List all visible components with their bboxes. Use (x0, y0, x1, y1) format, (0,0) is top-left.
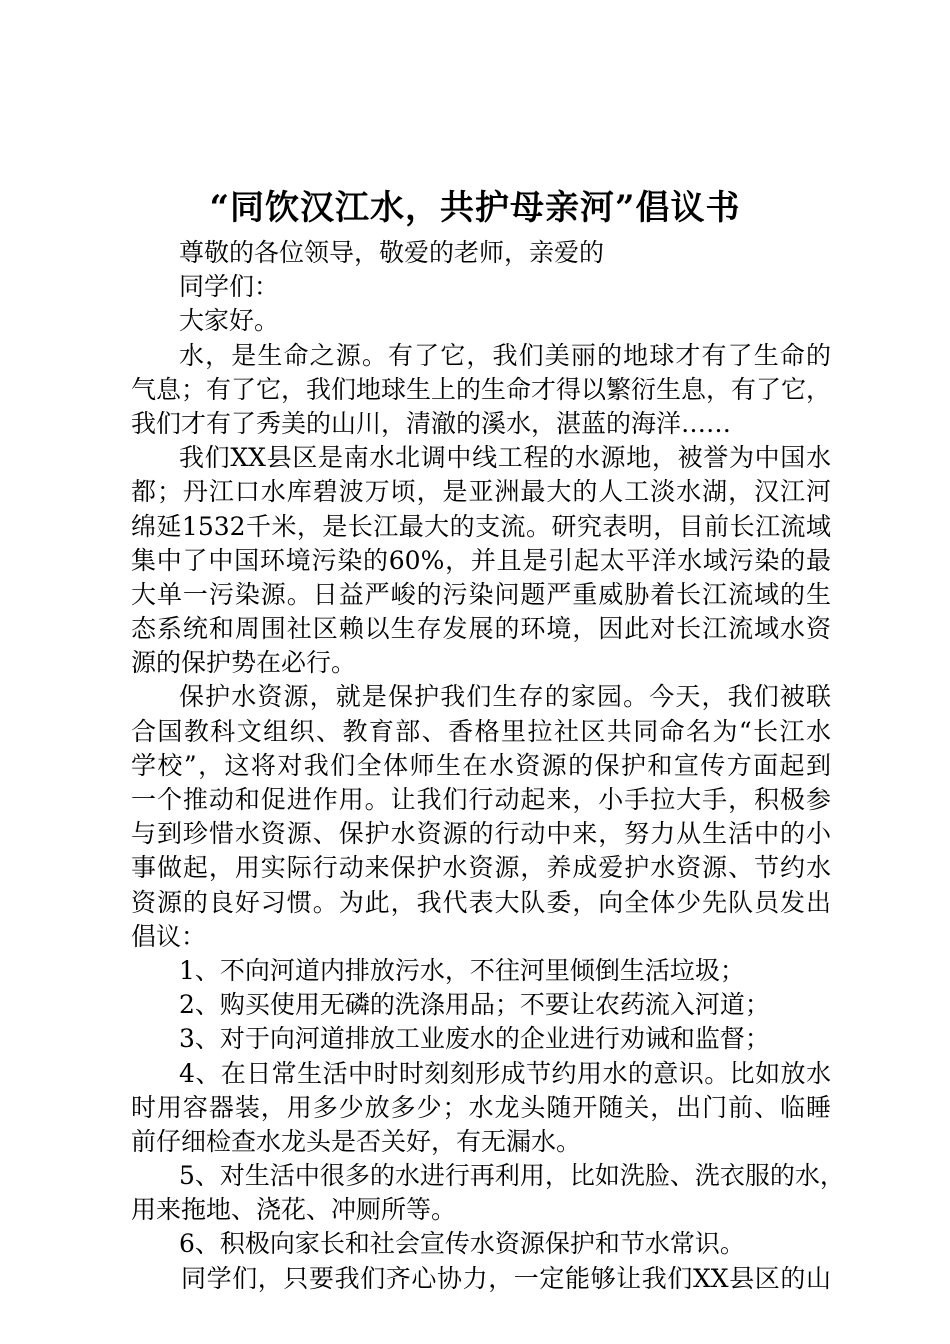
list-item: 3、对于向河道排放工业废水的企业进行劝诫和监督； (179, 1024, 770, 1054)
closing-line: 同学们，只要我们齐心协力，一定能够让我们XX县区的山 (181, 1263, 831, 1293)
paragraph-line: 我们XX县区是南水北调中线工程的水源地，被誉为中国水 (179, 443, 831, 473)
salutation-line: 同学们： (179, 272, 280, 302)
document-title: “同饮汉江水，共护母亲河”倡议书 (209, 188, 741, 228)
paragraph-line: 大单一污染源。日益严峻的污染问题严重威胁着长江流域的生 (131, 579, 831, 609)
list-item: 1、不向河道内排放污水，不往河里倾倒生活垃圾； (179, 955, 745, 985)
paragraph-line: 事做起，用实际行动来保护水资源，养成爱护水资源、节约水 (131, 853, 831, 883)
paragraph-line: 保护水资源，就是保护我们生存的家园。今天，我们被联 (179, 682, 831, 712)
list-item: 6、积极向家长和社会宣传水资源保护和节水常识。 (179, 1229, 745, 1259)
paragraph-line: 一个推动和促进作用。让我们行动起来，小手拉大手，积极参 (131, 785, 831, 814)
list-item: 4、在日常生活中时时刻刻形成节约用水的意识。比如放水 (179, 1058, 831, 1088)
paragraph-line: 态系统和周围社区赖以生存发展的环境，因此对长江流域水资 (131, 614, 831, 644)
paragraph-line: 资源的良好习惯。为此，我代表大队委，向全体少先队员发出 (131, 887, 831, 917)
list-item-continuation: 用来拖地、浇花、冲厕所等。 (131, 1195, 457, 1225)
list-item: 2、购买使用无磷的洗涤用品；不要让农药流入河道； (179, 990, 770, 1020)
greeting-line: 大家好。 (179, 306, 280, 336)
paragraph-line: 水，是生命之源。有了它，我们美丽的地球才有了生命的 (179, 340, 831, 370)
paragraph-line: 学校”，这将对我们全体师生在水资源的保护和宣传方面起到 (131, 750, 831, 780)
document-body (131, 236, 845, 1296)
list-item: 5、对生活中很多的水进行再利用，比如洗脸、洗衣服的水， (179, 1161, 845, 1191)
paragraph-line: 我们才有了秀美的山川，清澈的溪水，湛蓝的海洋…… (131, 408, 732, 438)
paragraph-line: 气息；有了它，我们地球生上的生命才得以繁衍生息，有了它， (131, 374, 832, 404)
salutation-line: 尊敬的各位领导，敬爱的老师，亲爱的 (179, 238, 605, 267)
list-item-continuation: 前仔细检查水龙头是否关好，有无漏水。 (131, 1126, 582, 1156)
list-item-continuation: 时用容器装，用多少放多少；水龙头随开随关，出门前、临睡 (131, 1092, 831, 1122)
paragraph-line: 源的保护势在必行。 (131, 648, 357, 678)
paragraph-line: 与到珍惜水资源、保护水资源的行动中来，努力从生活中的小 (131, 819, 831, 849)
paragraph-line: 倡议： (131, 921, 207, 951)
paragraph-line: 都；丹江口水库碧波万顷，是亚洲最大的人工淡水湖，汉江河 (131, 477, 831, 507)
paragraph-line: 集中了中国环境污染的60%，并且是引起太平洋水域污染的最 (131, 545, 831, 575)
paragraph-line: 合国教科文组织、教育部、香格里拉社区共同命名为“长江水 (131, 716, 831, 746)
paragraph-line: 绵延1532千米，是长江最大的支流。研究表明，目前长江流域 (131, 511, 831, 541)
